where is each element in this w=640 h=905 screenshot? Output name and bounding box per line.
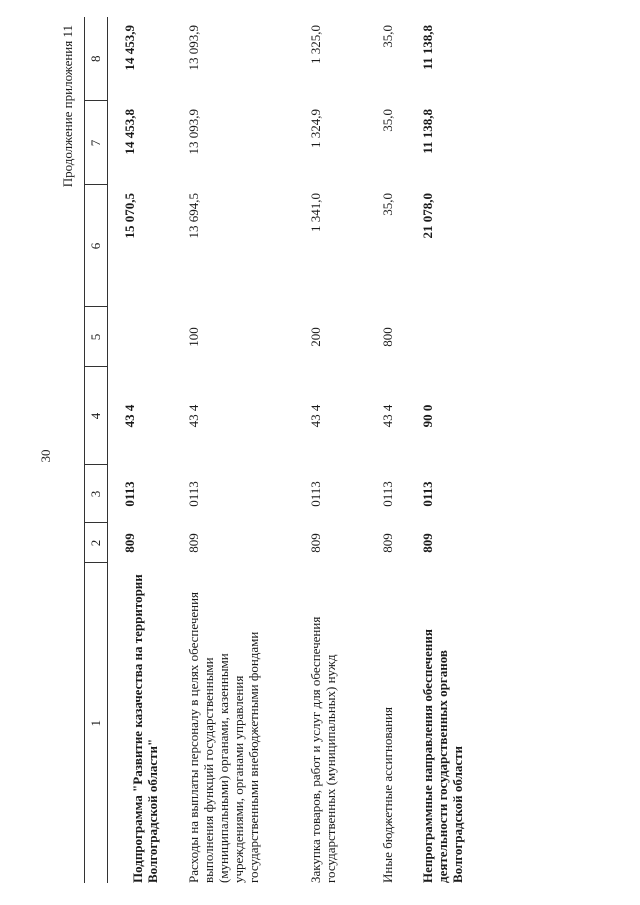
cell-target-code: 43 4 [379, 404, 395, 428]
cell-amount-3: 11 138,8 [419, 25, 435, 70]
column-header: 2 [85, 523, 108, 563]
table-row [308, 17, 380, 883]
column-header: 3 [85, 465, 108, 523]
cell-amount-2: 11 138,8 [419, 109, 435, 154]
column-number-row [85, 17, 108, 883]
cell-ministry-code: 809 [307, 533, 323, 553]
column-header: 7 [85, 101, 108, 185]
budget-table [84, 17, 500, 883]
cell-amount-3: 35,0 [379, 25, 395, 48]
cell-ministry-code: 809 [379, 533, 395, 553]
cell-amount-1: 13 694,5 [185, 193, 201, 239]
cell-ministry-code: 809 [419, 533, 435, 553]
cell-expense-type [420, 307, 500, 367]
column-header: 4 [85, 367, 108, 465]
row-name: Иные бюджетные ассигнования [379, 706, 395, 883]
column-header: 1 [85, 563, 108, 883]
cell-expense-type: 200 [307, 327, 323, 347]
row-name: Подпрограмма "Развитие казачества на территории Волгоградской области" [130, 574, 160, 883]
cell-target-code: 43 4 [307, 404, 323, 428]
cell-amount-1: 35,0 [379, 193, 395, 216]
cell-section-code: 0113 [307, 481, 323, 507]
cell-target-code: 43 4 [122, 404, 137, 428]
cell-section-code: 0113 [122, 481, 137, 507]
cell-target-code: 90 0 [419, 404, 435, 428]
cell-section-code: 0113 [185, 481, 201, 507]
page-number: 30 [38, 449, 53, 463]
row-name: Закупка товаров, работ и услуг для обеспечения государственных (муниципальных) нужд [307, 616, 338, 883]
column-header: 5 [85, 307, 108, 367]
cell-ministry-code: 809 [122, 533, 137, 553]
cell-ministry-code: 809 [185, 533, 201, 553]
cell-amount-2: 13 093,9 [185, 109, 201, 155]
cell-section-code: 0113 [379, 481, 395, 507]
cell-target-code: 43 4 [185, 404, 201, 428]
cell-section-code: 0113 [419, 481, 435, 507]
cell-amount-1: 15 070,5 [122, 193, 137, 239]
cell-expense-type: 100 [185, 327, 201, 347]
cell-amount-1: 21 078,0 [419, 193, 435, 239]
row-name: Расходы на выплаты персоналу в целях обеспечения выполнения функций государственными (муниципальными) органами, казенными учреждениями, органами управления государственными внебюджетными фондами [185, 591, 261, 883]
column-header: 6 [85, 185, 108, 307]
table-row [380, 17, 420, 883]
table-row [420, 17, 500, 883]
cell-amount-1: 1 341,0 [307, 193, 323, 232]
cell-amount-3: 14 453,9 [122, 25, 137, 71]
cell-amount-2: 14 453,8 [122, 109, 137, 155]
cell-expense-type: 800 [379, 327, 395, 347]
table-row [186, 17, 308, 883]
table-row [108, 17, 186, 883]
cell-amount-3: 13 093,9 [185, 25, 201, 71]
column-header: 8 [85, 17, 108, 101]
cell-expense-type [108, 307, 186, 367]
cell-amount-2: 1 324,9 [307, 109, 323, 148]
cell-amount-3: 1 325,0 [307, 25, 323, 64]
row-name: Непрограммные направления обеспечения деятельности государственных органов Волгоградской области [419, 629, 465, 883]
cell-amount-2: 35,0 [379, 109, 395, 132]
appendix-caption: Продолжение приложения 11 [60, 25, 75, 188]
